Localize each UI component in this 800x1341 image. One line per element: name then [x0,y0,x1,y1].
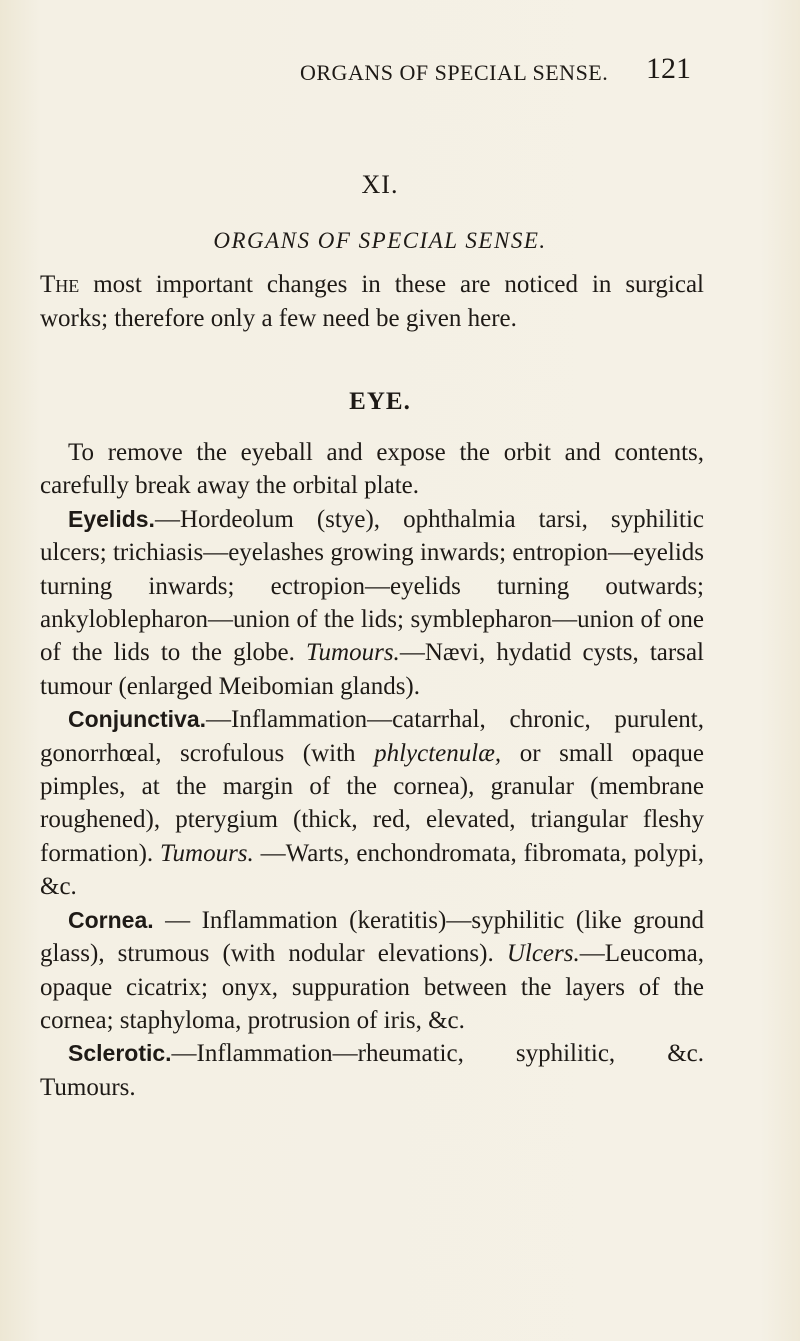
chapter-title: ORGANS OF SPECIAL SENSE. [213,228,547,253]
cornea-text: — Inflammation (keratitis)—syphilitic (like ground glass), strumous (with nodular elevations). [40,906,704,968]
paragraph-eyelids [40,503,704,703]
eyelids-label: Eyelids. [68,505,155,532]
intro-paragraph [40,268,704,336]
intro-lead-word: The [40,271,80,298]
paragraph-sclerotic [40,1037,704,1104]
sclerotic-label: Sclerotic. [68,1040,172,1067]
conjunctiva-text-a: —Inflammation—catarrhal, chronic, purulent, gonorrhœal, scrofulous (with [40,706,704,767]
eyelids-tumours-text: —Nævi, hydatid cysts, tarsal tumour (enlarged Meibomian glands). [40,639,704,700]
cornea-ulcers-label: Ulcers. [506,940,580,968]
eyelids-text: —Hordeolum (stye), ophthalmia tarsi, syphilitic ulcers; trichiasis—eyelashes growing inwards; entropion—eyelids turning inwards; ectropion—eyelids turning outwards; ankyloblepharon—union of the lids; symblepharon—union of one of the lids to the globe. [40,505,704,667]
paragraph-orbit: To remove the eyeball and expose the orbit and contents, carefully break away the orbital plate. [40,439,704,500]
paragraph-conjunctiva [40,703,704,903]
cornea-label: Cornea. [68,906,154,933]
cornea-ulcers-text: —Leucoma, opaque cicatrix; onyx, suppuration between the layers of the cornea; staphyloma, protrusion of iris, &c. [40,940,704,1034]
conjunctiva-italic-term: phlyctenulæ, [374,739,502,767]
conjunctiva-tumours-label: Tumours. [160,839,254,867]
section-body [40,436,704,1104]
conjunctiva-text-b: or small opaque pimples, at the margin of the cornea), granular (membrane roughened), pterygium (thick, red, elevated, triangular fleshy formation). [40,739,705,867]
eyelids-tumours-label: Tumours. [306,639,400,667]
paragraph-cornea [40,904,704,1038]
conjunctiva-label: Conjunctiva. [68,706,207,733]
intro-text: most important changes in these are noticed in surgical works; therefore only a few need be given here. [40,271,704,332]
sclerotic-text: —Inflammation—rheumatic, syphilitic, &c. Tumours. [40,1040,704,1101]
conjunctiva-tumours-text: —Warts, enchondromata, fibromata, polypi, &c. [40,839,704,901]
running-head: ORGANS OF SPECIAL SENSE. [300,60,609,85]
section-heading: EYE. [349,388,411,415]
page-number: 121 [646,52,691,85]
chapter-number: XI. [361,170,399,199]
page-header [0,52,800,92]
